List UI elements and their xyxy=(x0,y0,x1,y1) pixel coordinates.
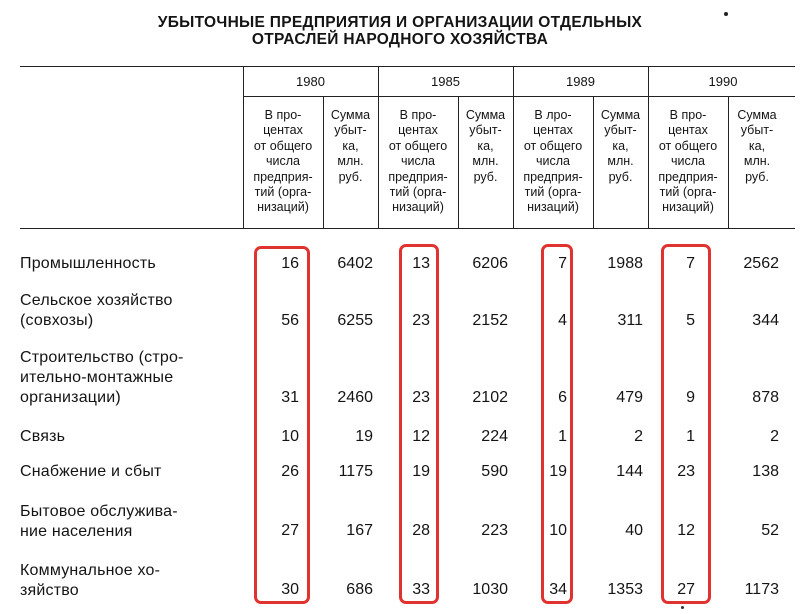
table-cell: 7 xyxy=(686,255,695,272)
table-cell: 7 xyxy=(558,255,567,272)
table-cell: 12 xyxy=(412,428,430,445)
highlight-box-1990 xyxy=(661,244,711,604)
table-cell: 2460 xyxy=(337,389,373,406)
table-cell: 30 xyxy=(281,581,299,598)
highlight-box-1989 xyxy=(541,244,573,604)
table-cell: 138 xyxy=(752,463,779,480)
table-cell: 13 xyxy=(412,255,430,272)
table-cell: 27 xyxy=(677,581,695,598)
year-header-rule xyxy=(243,96,795,97)
table-cell: 16 xyxy=(281,255,299,272)
table-cell: 2102 xyxy=(472,389,508,406)
row-label: Коммунальное хо- зяйство xyxy=(20,562,161,599)
table-cell: 19 xyxy=(549,463,567,480)
table-cell: 167 xyxy=(346,522,373,539)
table-cell: 6206 xyxy=(472,255,508,272)
year-header: 1989 xyxy=(566,74,595,89)
table-cell: 1988 xyxy=(607,255,643,272)
subheader-sum: Сумма убыт- ка, млн. руб. xyxy=(600,108,641,184)
table-cell: 26 xyxy=(281,463,299,480)
row-label: Связь xyxy=(20,428,66,445)
table-cell: 144 xyxy=(616,463,643,480)
row-label: Промышленность xyxy=(20,255,156,272)
table-cell: 33 xyxy=(412,581,430,598)
table-cell: 479 xyxy=(616,389,643,406)
table-cell: 19 xyxy=(355,428,373,445)
print-mark xyxy=(724,12,728,16)
table-cell: 1175 xyxy=(338,463,373,480)
title-line-2: ОТРАСЛЕЙ НАРОДНОГО ХОЗЯЙСТВА xyxy=(251,31,549,48)
table-cell: 2 xyxy=(770,428,779,445)
table-cell: 10 xyxy=(281,428,299,445)
row-label: Строительство (стро- ительно-монтажные организации) xyxy=(20,349,184,406)
table-cell: 1 xyxy=(558,428,567,445)
subheader-sum: Сумма убыт- ка, млн. руб. xyxy=(737,108,777,184)
subheader-percent: В про- центах от общего числа предприя- тий (орга- низаций) xyxy=(388,108,448,215)
highlight-box-1985 xyxy=(399,244,439,604)
table-cell: 878 xyxy=(752,389,779,406)
table-cell: 23 xyxy=(412,389,430,406)
table-cell: 2562 xyxy=(743,255,779,272)
subheader-sum: Сумма убыт- ка, млн. руб. xyxy=(330,108,371,184)
table-cell: 2 xyxy=(634,428,643,445)
table-cell: 1353 xyxy=(607,581,643,598)
row-label: Снабжение и сбыт xyxy=(20,463,162,480)
table-cell: 1030 xyxy=(472,581,508,598)
table-cell: 23 xyxy=(677,463,695,480)
row-label: Сельское хозяйство (совхозы) xyxy=(20,292,173,329)
subheader-percent: В лро- центах от общего числа предприя- тий (орга- низаций) xyxy=(523,108,583,215)
table-cell: 10 xyxy=(549,522,567,539)
highlight-box-1980 xyxy=(254,246,310,604)
table-cell: 12 xyxy=(677,522,695,539)
table-cell: 223 xyxy=(481,522,508,539)
year-header: 1985 xyxy=(431,74,460,89)
table-cell: 19 xyxy=(412,463,430,480)
table-cell: 4 xyxy=(558,312,567,329)
row-label: Бытовое обслужива- ние населения xyxy=(20,503,178,540)
table-cell: 34 xyxy=(549,581,567,598)
table-cell: 31 xyxy=(281,389,299,406)
table-cell: 344 xyxy=(752,312,779,329)
year-header: 1980 xyxy=(296,74,325,89)
year-header: 1990 xyxy=(708,74,738,89)
table-cell: 56 xyxy=(281,312,299,329)
table-cell: 590 xyxy=(481,463,508,480)
table-top-rule xyxy=(20,66,795,67)
table-cell: 2152 xyxy=(472,312,508,329)
table-cell: 52 xyxy=(761,522,779,539)
table-cell: 6 xyxy=(558,389,567,406)
table-cell: 6402 xyxy=(337,255,373,272)
table-cell: 6255 xyxy=(337,312,373,329)
header-bottom-rule xyxy=(20,228,795,229)
table-cell: 28 xyxy=(412,522,430,539)
table-cell: 686 xyxy=(346,581,373,598)
table-cell: 27 xyxy=(281,522,299,539)
table-cell: 9 xyxy=(686,389,695,406)
title-line-1: УБЫТОЧНЫЕ ПРЕДПРИЯТИЯ И ОРГАНИЗАЦИИ ОТДЕЛЬНЫХ xyxy=(157,14,643,31)
table-cell: 311 xyxy=(617,312,643,329)
table-cell: 1 xyxy=(686,428,695,445)
subheader-percent: В про- центах от общего числа предприя- тий (орга- низаций) xyxy=(658,108,718,215)
table-cell: 23 xyxy=(412,312,430,329)
table-cell: 5 xyxy=(686,312,695,329)
subheader-percent: В про- центах от общего числа предприя- тий (орга- низаций) xyxy=(253,108,313,215)
table-cell: 224 xyxy=(481,428,508,445)
print-mark xyxy=(681,606,684,609)
subheader-sum: Сумма убыт- ка, млн. руб. xyxy=(465,108,506,184)
table-cell: 40 xyxy=(625,522,643,539)
table-cell: 1173 xyxy=(744,581,779,598)
